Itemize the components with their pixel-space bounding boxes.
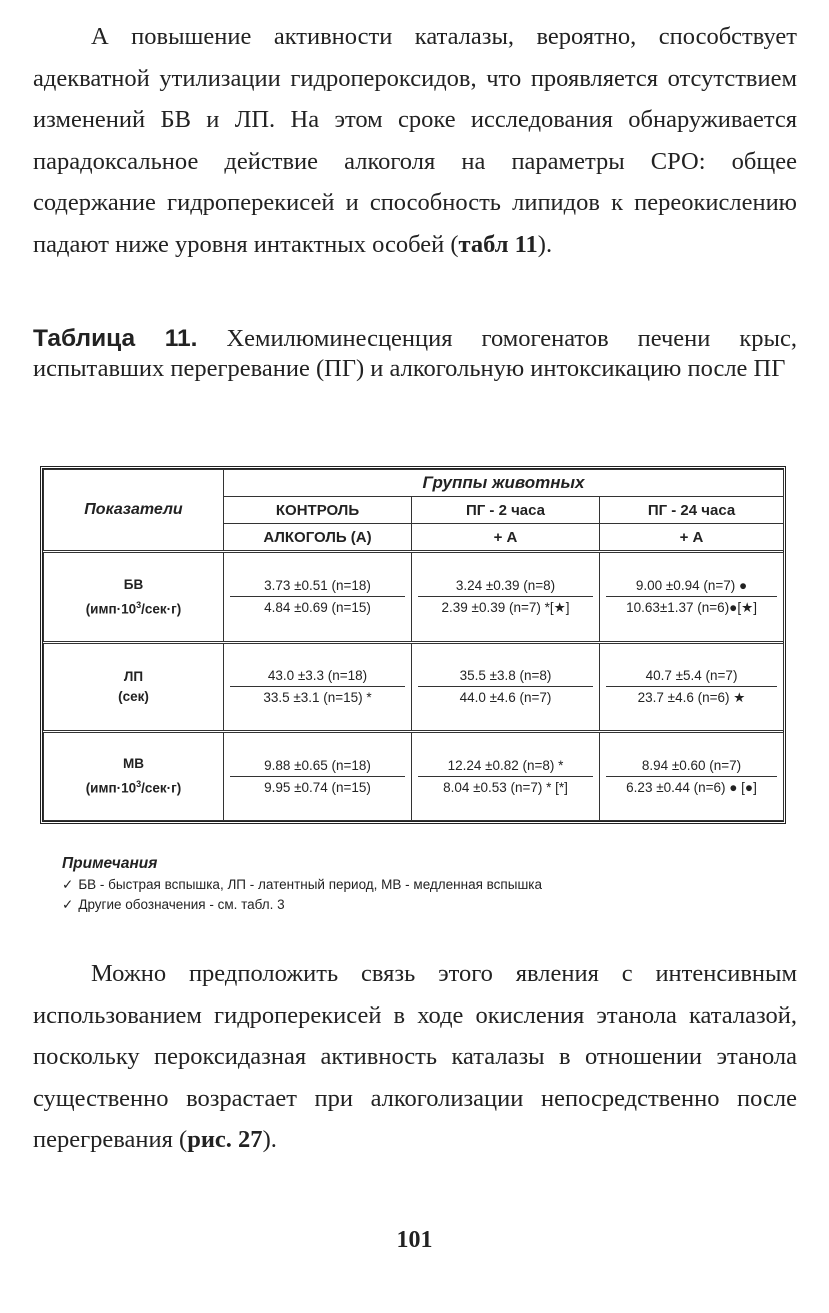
table-cell: 43.0 ±3.3 (n=18) 33.5 ±3.1 (n=15) * (224, 642, 412, 732)
table-cell: 35.5 ±3.8 (n=8) 44.0 ±4.6 (n=7) (412, 642, 600, 732)
row-name: БВ (123, 576, 144, 592)
note-item: ✓ БВ - быстрая вспышка, ЛП - латентный период, МВ - медленная вспышка (62, 877, 542, 892)
header-groups: Группы животных (224, 470, 784, 497)
table-cell: 40.7 ±5.4 (n=7) 23.7 ±4.6 (n=6) ★ (600, 642, 784, 732)
paragraph-2 (33, 953, 797, 1161)
page-number: 101 (396, 1227, 433, 1253)
paragraph-1-ref: табл 11 (458, 230, 538, 258)
notes-title: Примечания (62, 855, 158, 872)
table-cell: 3.73 ±0.51 (n=18) 4.84 ±0.69 (n=15) (224, 552, 412, 643)
row-name: МВ (123, 756, 144, 772)
table-caption-text: Хемилюминесценция гомогенатов печени крыс, испытавших перегревание (ПГ) и алкогольную интоксикацию после ПГ (33, 325, 797, 382)
note-item: ✓ Другие обозначения - см. табл. 3 (62, 897, 285, 912)
row-label-lp (44, 642, 224, 732)
paragraph-1 (33, 16, 797, 265)
check-icon: ✓ (62, 897, 74, 912)
row-unit: $(имп\cdot 10^3/сек\cdot г)$ (85, 779, 182, 796)
row-unit: (сек) (118, 688, 149, 704)
row-label-bv (44, 552, 224, 643)
table-cell: 12.24 ±0.82 (n=8) * 8.04 ±0.53 (n=7) * [*] (412, 732, 600, 821)
paragraph-1-end: ). (537, 230, 553, 258)
paragraph-2-text: Можно предположить связь этого явления с интенсивным использованием гидроперекисей в ходе окисления этанола каталазой, поскольку пероксидазная активность каталазы в отношении этанола существенно возрастает при алкоголизации непосредственно после перегревания ( (33, 960, 797, 1153)
table-row (44, 732, 784, 821)
header-col-3-top: ПГ - 24 часа (600, 497, 784, 524)
header-col-3-bottom: + А (600, 524, 784, 552)
table-caption-label: Таблица 11. (33, 325, 198, 352)
paragraph-2-ref: рис. 27 (187, 1126, 263, 1153)
header-col-1-top: КОНТРОЛЬ (224, 497, 412, 524)
table-cell: 9.00 ±0.94 (n=7) ● 10.63±1.37 (n=6)●[★] (600, 552, 784, 643)
header-indicator: Показатели (44, 470, 224, 552)
header-col-2-top: ПГ - 2 часа (412, 497, 600, 524)
row-unit: $(имп\cdot 10^3/сек\cdot г)$ (85, 599, 182, 617)
table-cell: 3.24 ±0.39 (n=8) 2.39 ±0.39 (n=7) *[★] (412, 552, 600, 643)
table-cell: 8.94 ±0.60 (n=7) 6.23 ±0.44 (n=6) ● [●] (600, 732, 784, 821)
table-row (44, 552, 784, 643)
table-cell: 9.88 ±0.65 (n=18) 9.95 ±0.74 (n=15) (224, 732, 412, 821)
table-caption (33, 324, 797, 384)
row-name: ЛП (123, 668, 144, 684)
header-col-1-bottom: АЛКОГОЛЬ (А) (224, 524, 412, 552)
table-row (44, 642, 784, 732)
table-notes (62, 855, 542, 915)
paragraph-1-text: А повышение активности каталазы, вероятно, способствует адекватной утилизации гидропероксидов, что проявляется отсутствием изменений БВ и ЛП. На этом сроке исследования обнаруживается парадоксальное действие алкоголя на параметры СРО: общее содержание гидроперекисей и способность липидов к переокислению падают ниже уровня интактных особей ( (33, 23, 797, 258)
data-table (40, 466, 786, 824)
paragraph-2-end: ). (262, 1126, 277, 1153)
row-label-mv (44, 732, 224, 821)
header-col-2-bottom: + А (412, 524, 600, 552)
check-icon: ✓ (62, 877, 74, 892)
